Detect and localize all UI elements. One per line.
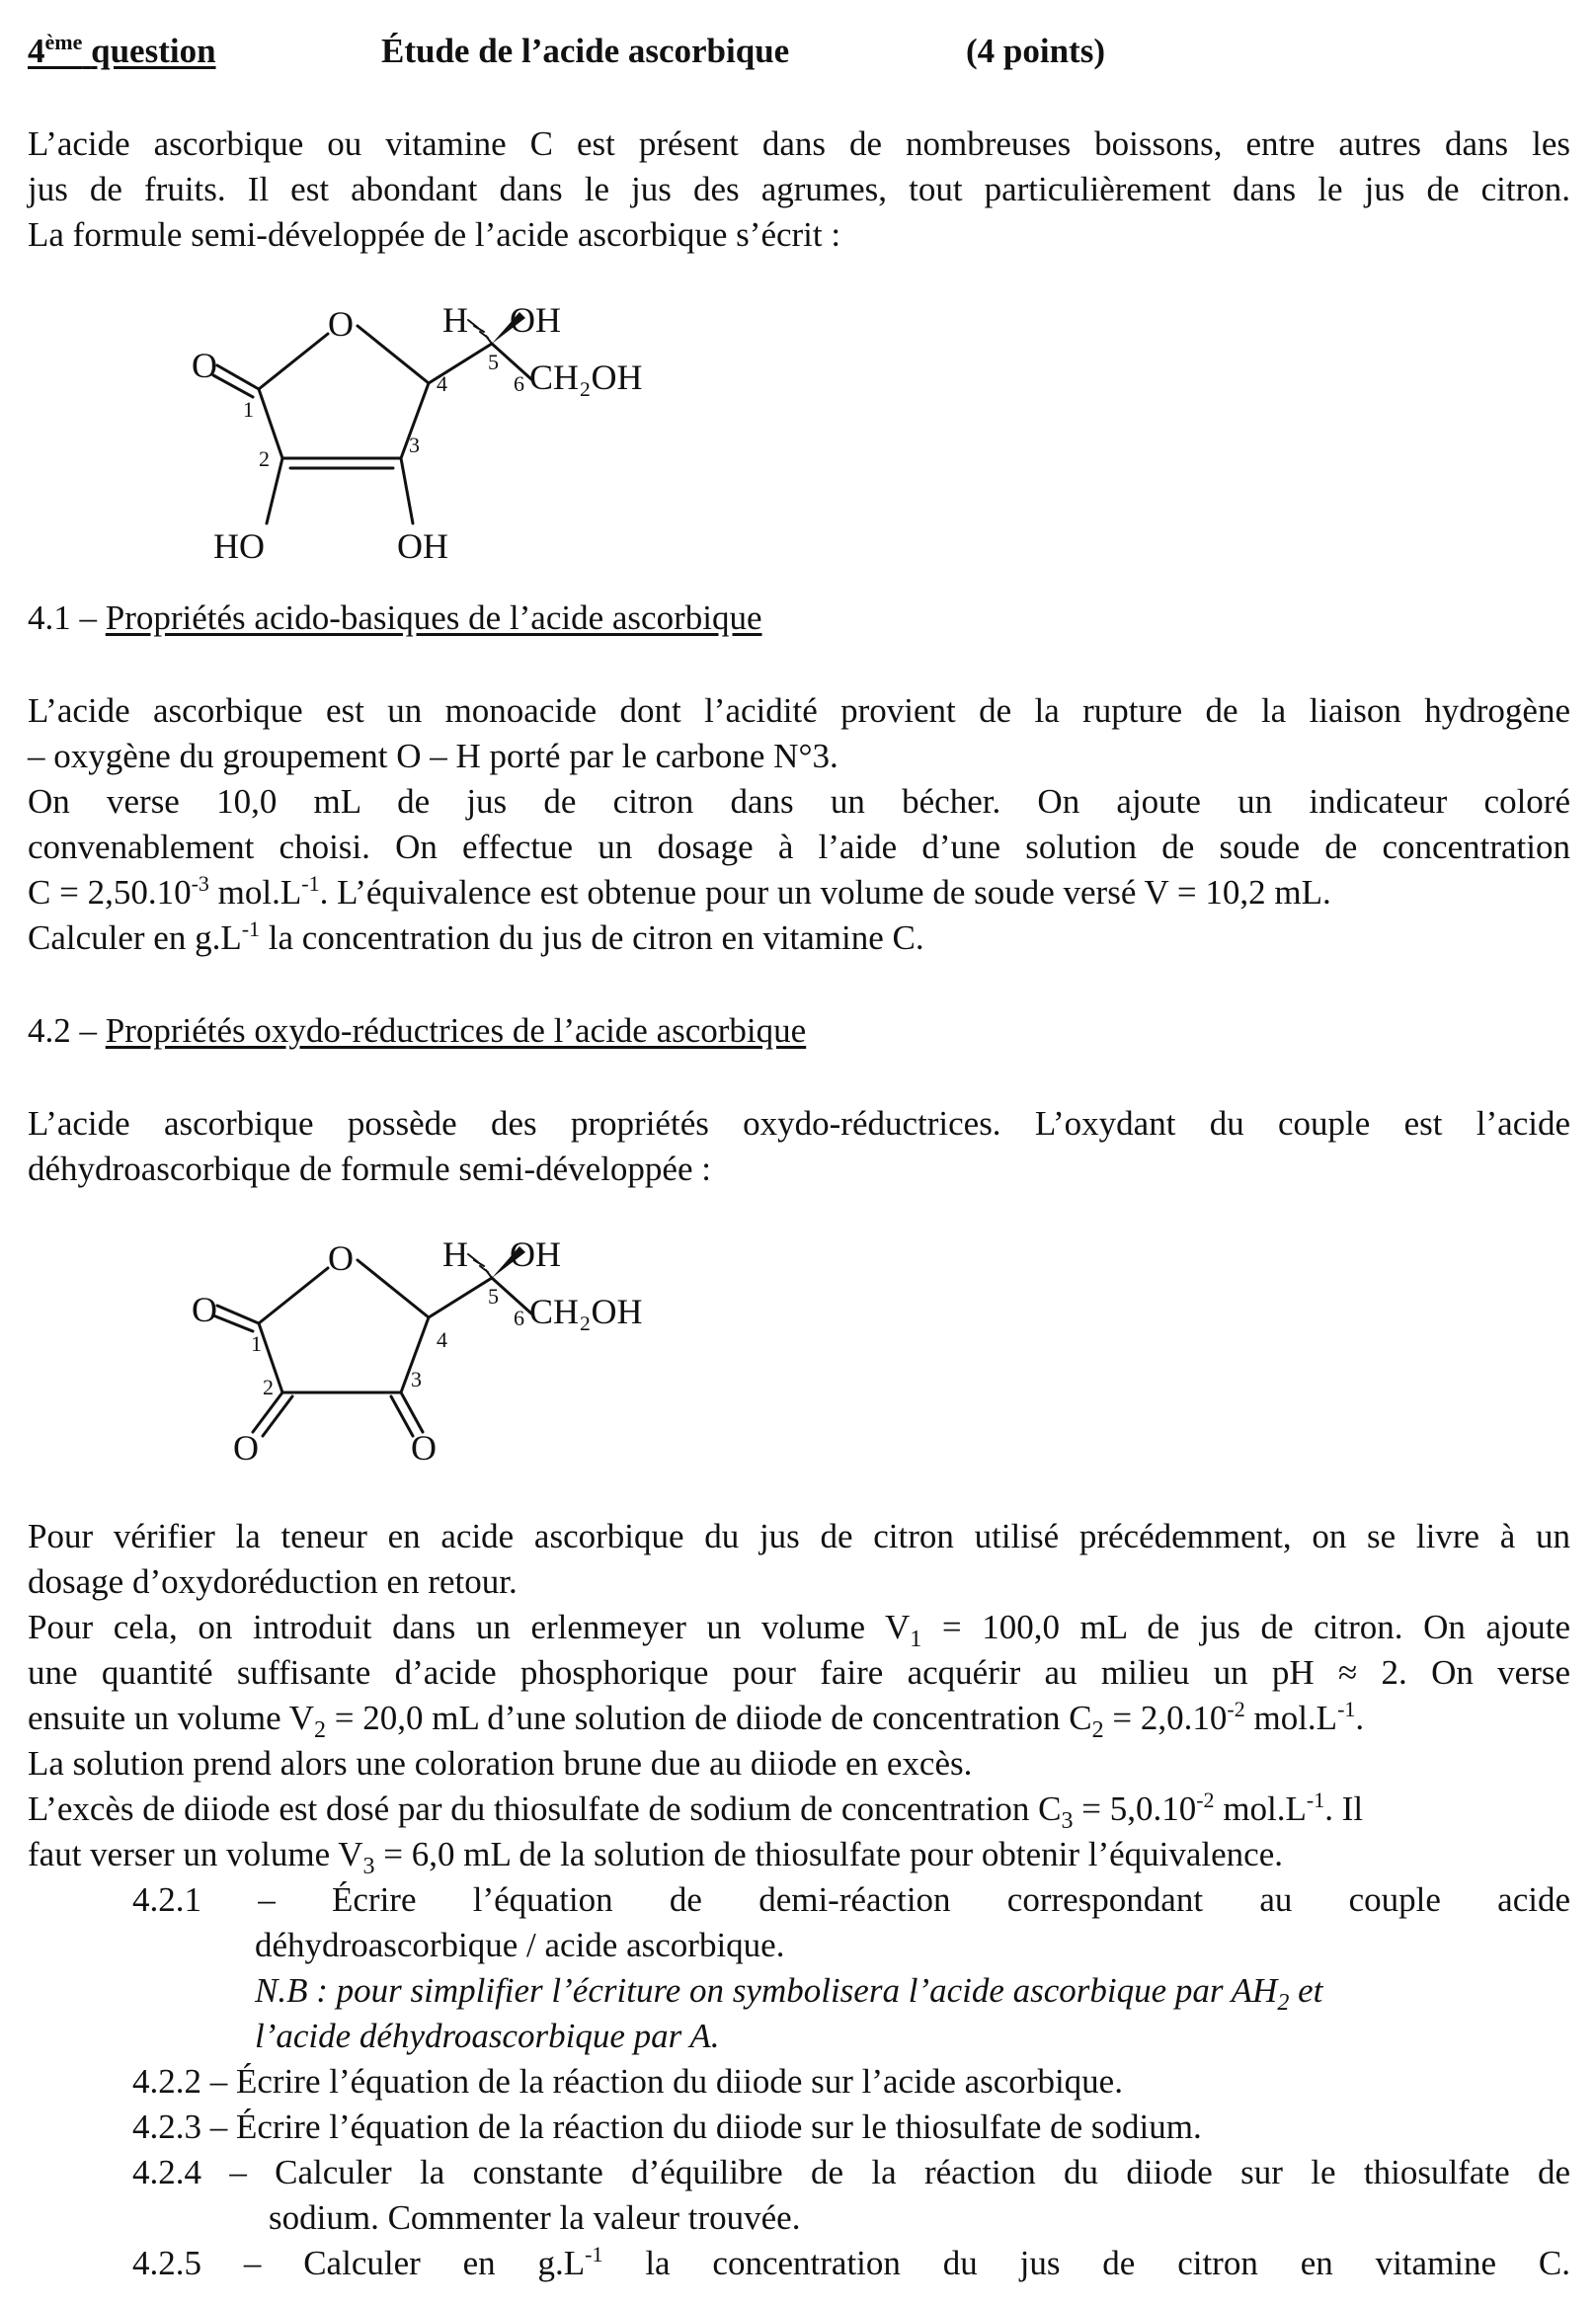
- carbonyl-oxygen: O: [192, 346, 217, 385]
- carbon2-number-2: 2: [263, 1375, 274, 1399]
- carbon2-number-6: 6: [514, 1306, 524, 1330]
- intro-line-2: jus de fruits. Il est abondant dans le jus des agrumes, tout particulièrement dans le jus de citron.: [28, 170, 1570, 208]
- c5-hydroxyl-label: OH: [510, 300, 561, 340]
- carbon2-number-3: 3: [411, 1367, 422, 1392]
- section-4-1-number: 4.1 –: [28, 598, 97, 637]
- nb-note-line-1: N.B : pour simplifier l’écriture on symbolisera l’acide ascorbique par $AH_2$ et: [255, 1971, 1323, 2016]
- question-label: 4ème question: [28, 30, 216, 70]
- p2-line-3: Pour cela, on introduit dans un erlenmeyer un volume $V_1 = 100,0$ mL de jus de citron. On ajoute: [28, 1608, 1570, 1652]
- bond-c1-o-carbonyl-2: [213, 375, 253, 397]
- s41-line-6: Calculer en $g.L^{-1}$ la concentration du jus de citron en vitamine C.: [28, 916, 924, 957]
- p2-line-5: ensuite un volume $V_2 = 20,0$ mL d’une solution de diiode de concentration $C_2 = 2,0.10^{-2}$ $mol.L^{-1}$.: [28, 1697, 1365, 1743]
- hash2-c5-h: [468, 1254, 492, 1278]
- section-4-1-title: Propriétés acido-basiques de l’acide ascorbique: [105, 598, 762, 637]
- c2-hydroxyl-label: HO: [213, 526, 265, 566]
- p2-line-7: L’excès de diiode est dosé par du thiosulfate de sodium de concentration $C_3 = 5,0.10^{-2}$ $mol.L^{-1}$. Il: [28, 1788, 1364, 1834]
- bond2-c1-o: [259, 1268, 328, 1323]
- intro-line-3: La formule semi-développée de l’acide ascorbique s’écrit :: [28, 215, 841, 254]
- question-4-2-1: 4.2.1 – Écrire l’équation de demi-réaction correspondant au couple acide: [132, 1880, 1570, 1919]
- ch2oh-label: CH₂OH: [529, 358, 643, 397]
- ring-oxygen-2: O: [328, 1238, 354, 1278]
- carbon-number-5: 5: [488, 350, 499, 374]
- s41-line-5: $C = 2,50.10^{-3}$ $mol.L^{-1}$. L’équivalence est obtenue pour un volume de soude versé V = 10,2 mL.: [28, 871, 1331, 912]
- bond2-c2-o-double-b: [263, 1396, 292, 1436]
- bond-c1-o-carbonyl: [217, 365, 259, 389]
- section-4-2-heading: [28, 1009, 1570, 1053]
- nb-note-line-2: l’acide déhydroascorbique par A.: [255, 2017, 720, 2055]
- c3-oxygen: O: [411, 1428, 437, 1468]
- carbon2-number-1: 1: [251, 1331, 262, 1356]
- p2-line-1: Pour vérifier la teneur en acide ascorbique du jus de citron utilisé précédemment, on se livre à un: [28, 1517, 1570, 1555]
- bond2-c4-c5: [429, 1278, 492, 1317]
- carbon-number-2: 2: [259, 446, 270, 471]
- question-title: Étude de l’acide ascorbique: [381, 32, 790, 70]
- ch2oh-label-2: CH₂OH: [529, 1292, 643, 1331]
- carbon2-number-5: 5: [488, 1284, 499, 1309]
- carbon2-number-4: 4: [437, 1327, 447, 1352]
- question-4-2-3: 4.2.3 – Écrire l’équation de la réaction du diiode sur le thiosulfate de sodium.: [132, 2107, 1202, 2146]
- intro-line-1: L’acide ascorbique ou vitamine C est présent dans de nombreuses boissons, entre autres dans les: [28, 124, 1570, 163]
- s41-line-1: L’acide ascorbique est un monoacide dont l’acidité provient de la rupture de la liaison hydrogène: [28, 691, 1570, 730]
- s41-line-2: – oxygène du groupement O – H porté par le carbone N°3.: [28, 737, 838, 775]
- s42-line-2: déhydroascorbique de formule semi-développée :: [28, 1150, 711, 1188]
- question-4-2-1-cont: déhydroascorbique / acide ascorbique.: [255, 1926, 785, 1964]
- hash-c5-h: [468, 320, 492, 344]
- ring-oxygen: O: [328, 304, 354, 344]
- hydrogen-label-2: H: [442, 1234, 468, 1274]
- s41-line-3: On verse 10,0 mL de jus de citron dans un bécher. On ajoute un indicateur coloré: [28, 782, 1570, 821]
- question-points: (4 points): [966, 32, 1105, 70]
- question-4-2-2: 4.2.2 – Écrire l’équation de la réaction du diiode sur l’acide ascorbique.: [132, 2062, 1123, 2101]
- section-4-1-heading: [28, 596, 1570, 640]
- question-header: [28, 30, 1570, 73]
- bond-o-c4: [358, 326, 429, 383]
- s41-line-4: convenablement choisi. On effectue un dosage à l’aide d’une solution de soude de concentration: [28, 828, 1570, 866]
- carbon-number-3: 3: [409, 433, 420, 457]
- bond2-o-c4: [358, 1260, 429, 1317]
- c2-oxygen: O: [233, 1428, 259, 1468]
- carbon-number-6: 6: [514, 371, 524, 396]
- hydrogen-label: H: [442, 300, 468, 340]
- bond-c3-oh: [401, 458, 413, 523]
- p2-line-2: dosage d’oxydoréduction en retour.: [28, 1562, 518, 1601]
- section-4-2-number: 4.2 –: [28, 1011, 97, 1050]
- c5-hydroxyl-label-2: OH: [510, 1234, 561, 1274]
- section-4-2-title: Propriétés oxydo-réductrices de l’acide ascorbique: [105, 1011, 807, 1050]
- question-4-2-4: 4.2.4 – Calculer la constante d’équilibre de la réaction du diiode sur le thiosulfate de: [132, 2153, 1570, 2191]
- p2-line-6: La solution prend alors une coloration brune due au diiode en excès.: [28, 1744, 973, 1783]
- c1-oxygen: O: [192, 1290, 217, 1329]
- bond2-c3-o-double-b: [391, 1396, 413, 1436]
- carbon-number-1: 1: [243, 397, 254, 422]
- s42-line-1: L’acide ascorbique possède des propriétés oxydo-réductrices. L’oxydant du couple est l’acide: [28, 1104, 1570, 1143]
- bond-c1-o: [259, 334, 328, 389]
- bond2-c3-o-double-a: [401, 1392, 423, 1432]
- p2-line-8: faut verser un volume $V_3 = 6,0$ mL de la solution de thiosulfate pour obtenir l’équivalence.: [28, 1835, 1283, 1879]
- carbon-number-4: 4: [437, 371, 447, 396]
- dehydroascorbic-acid-structure: [178, 1217, 731, 1468]
- question-4-2-5: 4.2.5 – Calculer en $g.L^{-1}$ la concentration du jus de citron en vitamine C.: [132, 2242, 1570, 2282]
- ascorbic-acid-structure: [178, 286, 731, 566]
- p2-line-4: une quantité suffisante d’acide phosphorique pour faire acquérir au milieu un pH ≈ 2. On verse: [28, 1653, 1570, 1692]
- c3-hydroxyl-label: OH: [397, 526, 448, 566]
- question-4-2-4-cont: sodium. Commenter la valeur trouvée.: [269, 2198, 801, 2237]
